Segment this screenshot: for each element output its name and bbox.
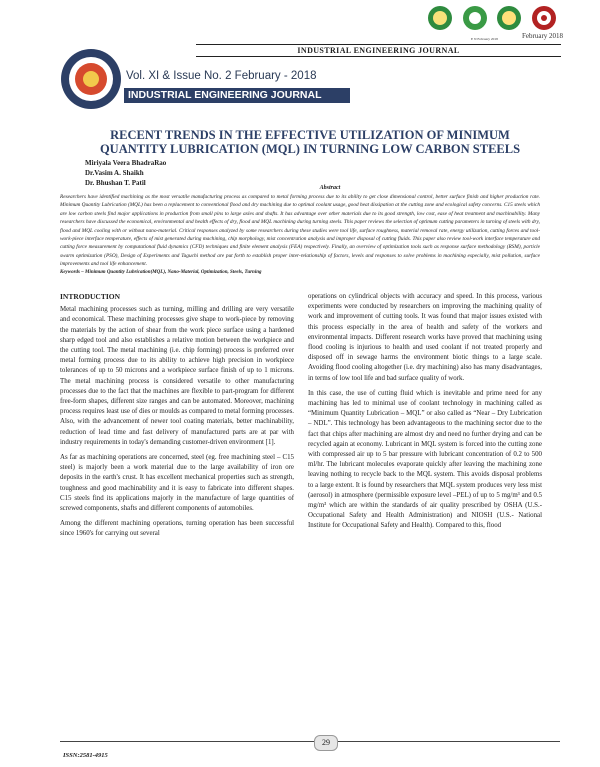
institution-logo-icon	[60, 48, 122, 110]
volume-issue: Vol. XI & Issue No. 2 February - 2018	[126, 70, 317, 82]
paragraph: Among the different machining operations, turning operation has been successful since 1960's for carrying out several	[60, 520, 294, 538]
section-heading: INTRODUCTION	[60, 292, 121, 301]
journal-title-band: INDUSTRIAL ENGINEERING JOURNAL	[124, 88, 350, 103]
article-title	[60, 128, 560, 156]
author: Dr. Bhushan T. Patil	[85, 179, 146, 187]
top-badges	[427, 4, 557, 32]
red-seal-icon	[531, 5, 557, 31]
page-number: 29	[314, 735, 338, 751]
green-seal-icon	[427, 5, 453, 31]
author-list	[85, 158, 166, 188]
green-seal-icon-3	[496, 5, 522, 31]
corner-date: February 2018	[522, 32, 564, 40]
journal-header-bar: INDUSTRIAL ENGINEERING JOURNAL	[196, 44, 561, 57]
paragraph: As far as machining operations are concerned, steel (eg. free machining steel – C15 steel) is majorly been a work material due to the large availability of iron ore deposits in the earth's crust. It has excellent mechanical properties such as strength, toughness and good machinability and it is easy to fabricate into different shapes. C15 steels find its applications majorly in the manufacture of large quantities of screwed components, shafts and different components of automobiles.	[60, 454, 294, 513]
paragraph: Metal machining processes such as turning, milling and drilling are very versatile and economical. These machining processes give shape to work-piece by removing the materials by the action of shear from the work piece surface using a hardened sharp edged tool and also establishes a relative motion between the workpiece and the cutting tool. The metal machining (i.e. chip forming) process is preferred over metal forming process due to its ability to achieve high precision in workpiece tolerances of up to 50 microns and a workpiece surface finish of up to 1 microns. The metal machining process is considered versatile to other manufacturing processes due to the fact that the machines are flexible to part-program for different free-form shapes, different size ranges and can be automated. Moreover, machining process requires least use of dies or moulds as compared to metal forming processes. Also, with the advancement of newer tool coating materials, better machinability, reduction of lead time and fast delivery of manufactured parts are at par with industry requirements in today's demanding customer-driven environment [1].	[60, 306, 294, 446]
green-seal-icon-2	[462, 5, 488, 31]
body-column-left	[60, 292, 294, 545]
body-column-right	[308, 292, 542, 537]
corner-small-text: E N February 2018	[471, 37, 498, 41]
author: Miriyala Veera BhadraRao	[85, 159, 167, 167]
footer-rule	[60, 741, 560, 742]
keywords: Keywords – Minimum Quantity Lubrication(MQL), Nano-Material, Optimization, Steels, Turning	[60, 270, 262, 275]
title-line-2: QUANTITY LUBRICATION (MQL) IN TURNING LOW CARBON STEELS	[99, 142, 521, 156]
abstract-heading: Abstract	[319, 185, 341, 191]
paragraph: In this case, the use of cutting fluid which is inevitable and prime need for any machining has led to minimal use of coolant technology in machining called as “Minimum Quantity Lubrication – MQL” or also called as “Near – Dry Lubrication – NDL”. This technology has been advantageous to the machining sector due to the fact that chips after machining are almost dry and need no further drying and can be recycled again at economy. Lubricant in MQL system is forced into the cutting zone with compressed air up to 5 bar pressure with lubricant concentration of 0.2 to 500 ml/hr. The lubricant molecules evaporate quickly after leaving the machining zone leaving nothing to recycle back to the MQL system. This avoids disposal problems to a large extent. It is found by researchers that MQL system produces very less mist (aerosol) in atmosphere (permissible exposure level –PEL) of up to 5 mg/m³ and 0.5 mg/m³ which are within the standards of air quality prescribed by OSHA (U.S.- Occupational Safety and Health Administration) and NIOSH (U.S.- National Institute for Occupational Safety and Health). Compared to this, flood	[308, 389, 542, 530]
issn: ISSN:2581-4915	[63, 752, 108, 759]
author: Dr.Vasim A. Shaikh	[85, 169, 144, 177]
abstract-text: Researchers have identified machining as the most versatile manufacturing process as compared to metal forming process due to its ability to get close dimensional control, better surface finish and higher production rate. Minimum Quantity Lubrication (MQL) has been a replacement to conventional flood and dry machining due to optimal coolant usage, good heat dissipation at the cutting zone and ecological safety concerns. C15 steels which are low carbon steels find major applications in production from small pins to large axles and shafts. It has advantage over other materials due to its good strength, low cost, ease of heat treatment and machinability. Many researchers have discussed the economical, environmental and health effects of dry, flood and MQL machining during turning steels. This paper reviews the selection of optimum cutting parameters in turning of steels with dry, flood and MQL cooling with or without nano-material. Critical responses analyzed by some researchers during these studies were tool life, surface roughness, material removal rate, energy utilization, cutting forces and tool-work-piece interface temperature, effects of mist generated during machining, chip morphology, mist concentration analysis and improper disposal of cutting fluids. This paper also review tool-work interface temperature and cutting force measurement by computational fluid dynamics (CFD) techniques and finite element analysis (FEA) respectively. Finally, an overview of optimization tools such as response surface methodology (RSM), particle swarm optimization (PSO), Design of Experiments and Taguchi method are put forth to establish proper inter-relationship of factors, levels and responses to solve problems in machining especially, mist pollution, surface improvements and tool life enhancement.	[60, 194, 540, 268]
title-line-1: RECENT TRENDS IN THE EFFECTIVE UTILIZATION OF MINIMUM	[110, 128, 510, 142]
paragraph: operations on cylindrical objects with accuracy and speed. In this process, various experiments were conducted by researchers on improving the machining quality of work and improvement of cutting tools. It was found that major issues existed with this process especially in the area of health and safety of the workers and environmental impacts. Different research works have proved that machining using flood cooling is injurious to health and used coolant if not treated properly and disposed off in sewage harms the environment biotic things to a large scale. Avoiding flood cooling altogether (i.e. dry machining) also has many disadvantages, in terms of low tool life and bad surface quality of work.	[308, 293, 542, 382]
